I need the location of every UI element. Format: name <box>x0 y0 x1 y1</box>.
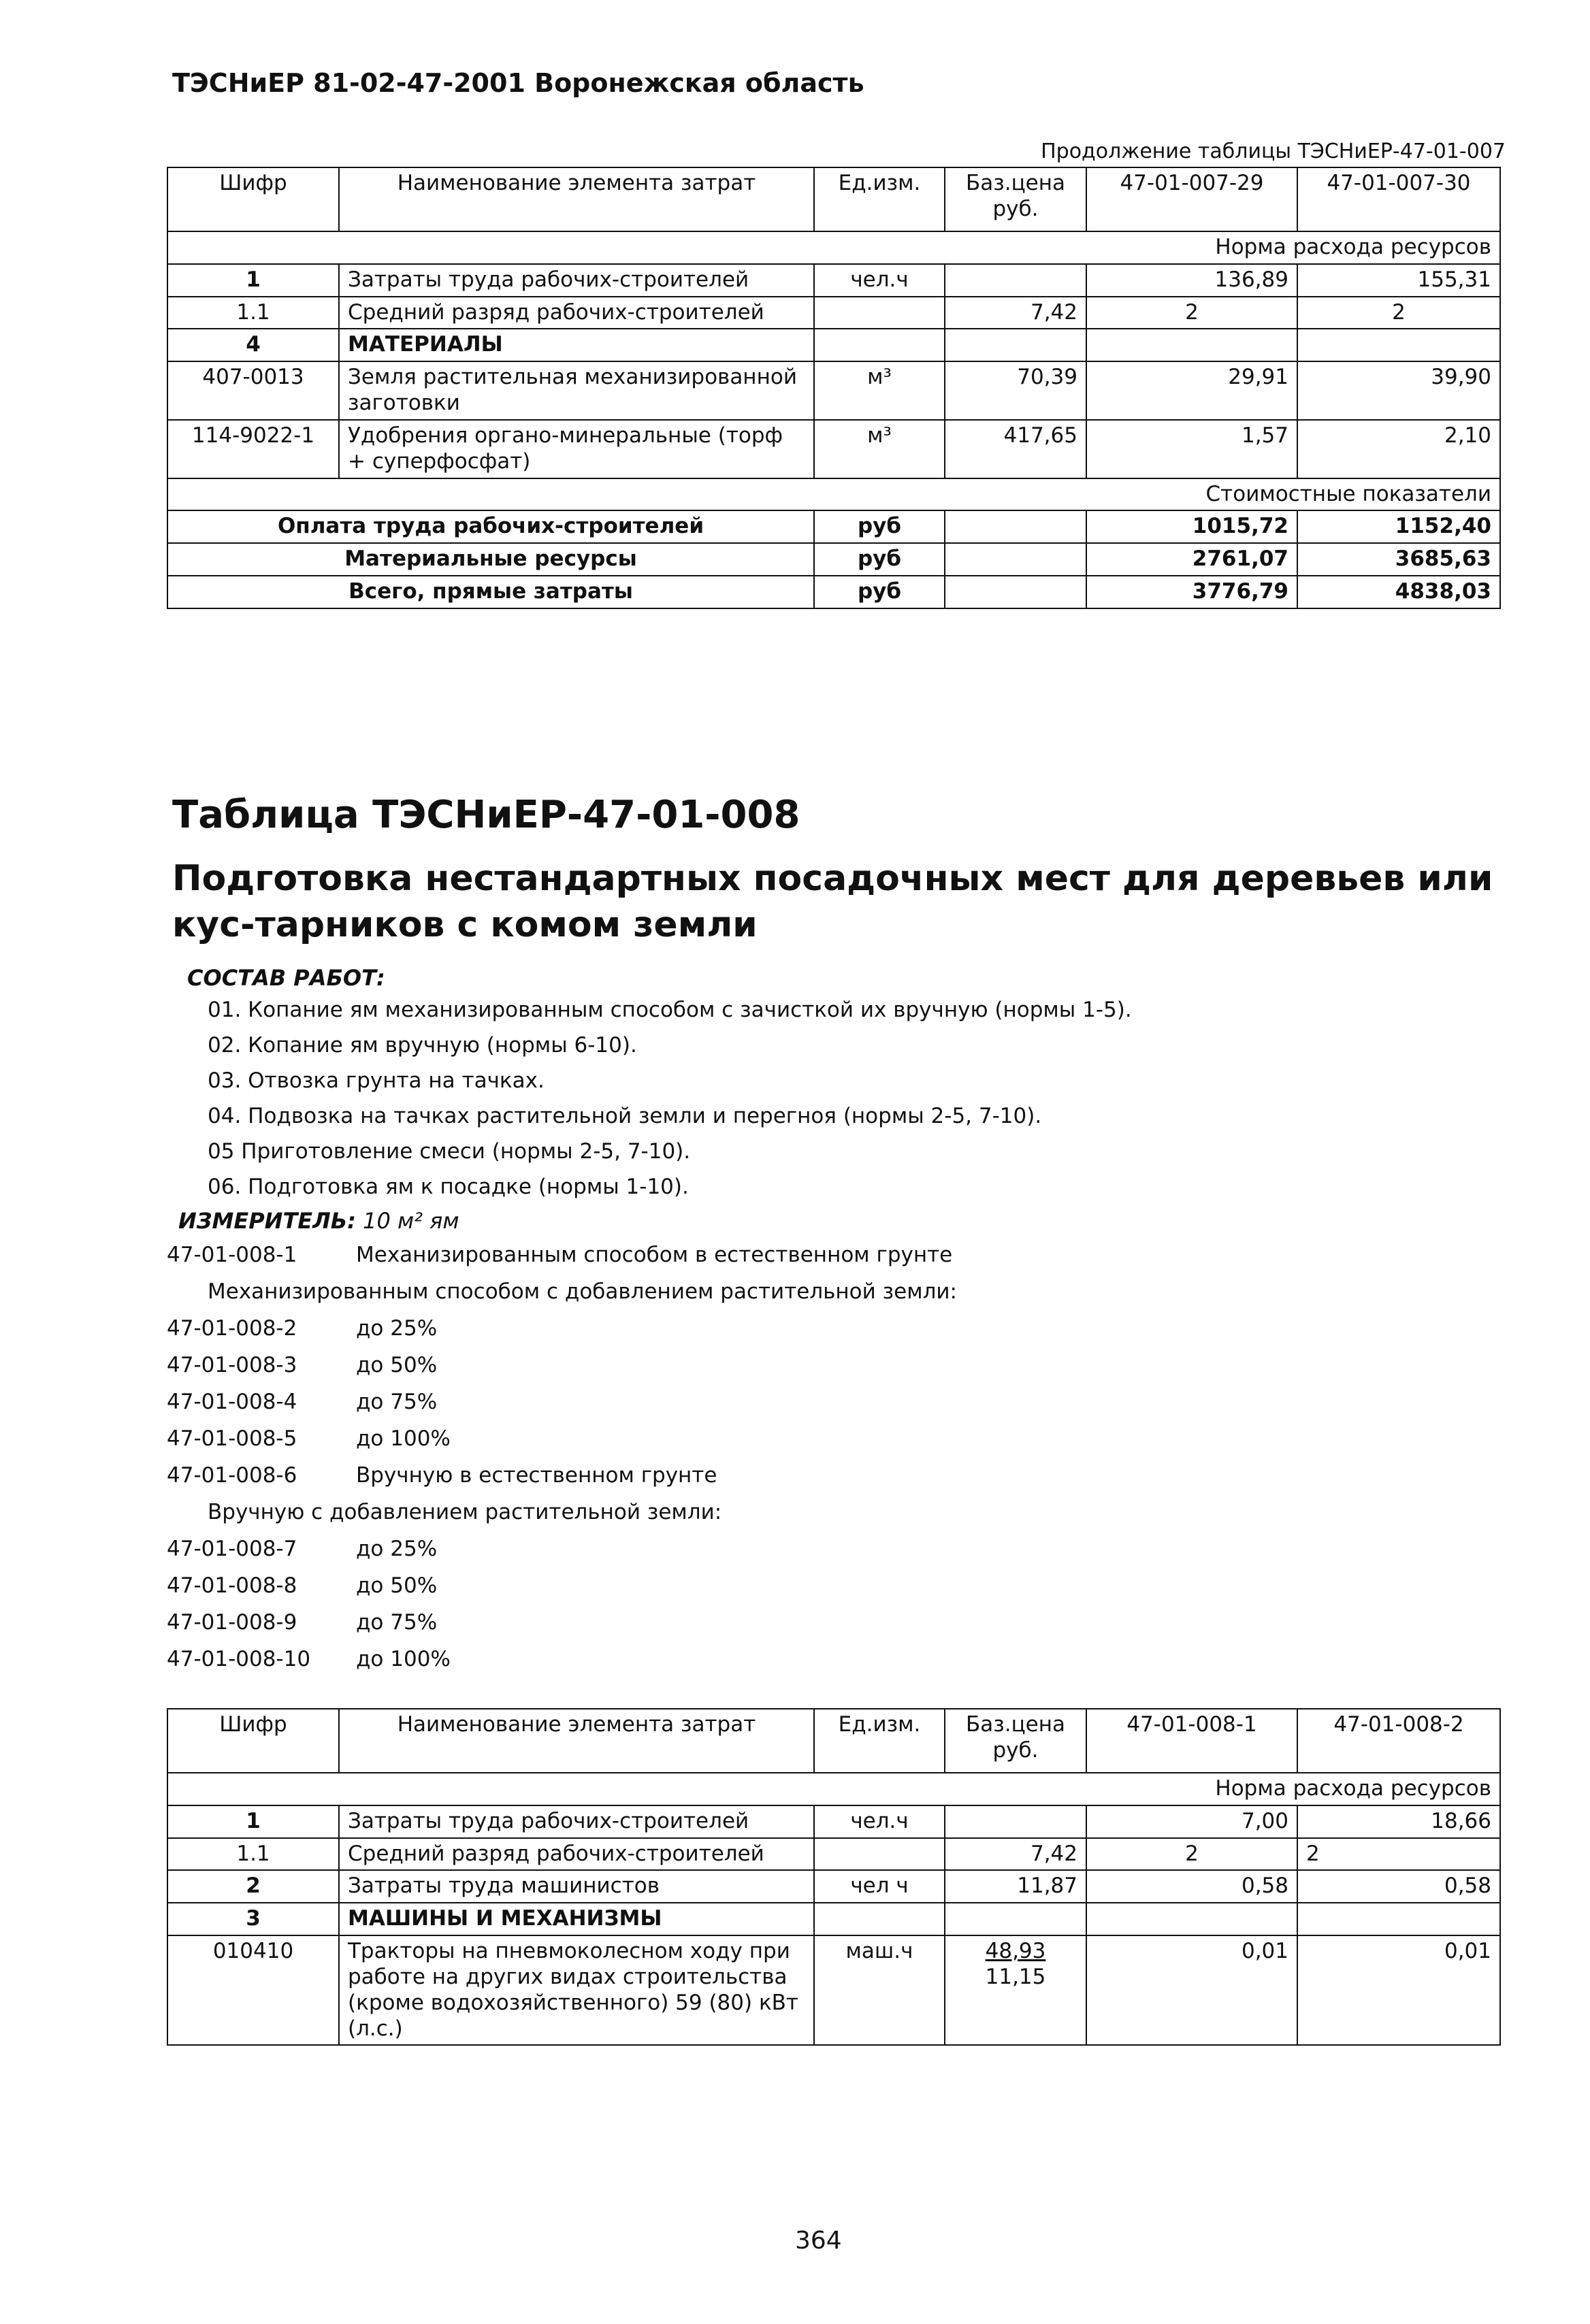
col-header-norm-1: 47-01-008-1 <box>1086 1709 1297 1773</box>
cell-norm-1 <box>1086 1903 1297 1935</box>
cell-norm-2 <box>1297 1903 1500 1935</box>
cell-norm-30: 2 <box>1297 297 1500 329</box>
norm-code: 47-01-008-2 <box>167 1316 297 1341</box>
cell-norm-29 <box>1086 329 1297 361</box>
work-item: 05 Приготовление смеси (нормы 2-5, 7-10). <box>208 1139 691 1164</box>
total-row <box>167 543 1500 576</box>
cell-name: МАШИНЫ И МЕХАНИЗМЫ <box>339 1903 814 1935</box>
norm-code: 47-01-008-4 <box>167 1390 297 1414</box>
cell-code: 2 <box>167 1870 339 1903</box>
price-bottom: 11,15 <box>985 1964 1046 1989</box>
cell-norm-29: 136,89 <box>1086 264 1297 297</box>
page-number: 364 <box>795 2227 842 2255</box>
total-unit: руб <box>814 576 945 608</box>
work-composition-label: СОСТАВ РАБОТ: <box>187 965 385 991</box>
table-row <box>167 329 1500 361</box>
measurement-value: 10 м² ям <box>363 1208 459 1234</box>
cell-unit <box>814 1838 945 1871</box>
cell-name: Затраты труда рабочих-строителей <box>339 1805 814 1838</box>
cell-norm-30: 2,10 <box>1297 420 1500 478</box>
col-header-unit: Ед.изм. <box>814 1709 945 1773</box>
cell-norm-1: 0,01 <box>1086 1935 1297 2045</box>
cell-name: Средний разряд рабочих-строителей <box>339 1838 814 1871</box>
norm-text: Вручную в естественном грунте <box>356 1463 717 1488</box>
cell-price: 11,87 <box>945 1870 1086 1903</box>
total-price-empty <box>945 543 1086 576</box>
cell-price: 417,65 <box>945 420 1086 478</box>
norm-line <box>167 1243 952 1267</box>
norm-text: Механизированным способом с добавлением растительной земли: <box>208 1279 957 1304</box>
cost-label-row <box>167 478 1500 511</box>
cell-norm-2: 18,66 <box>1297 1805 1500 1838</box>
cell-norm-2: 0,58 <box>1297 1870 1500 1903</box>
total-norm-29: 1015,72 <box>1086 510 1297 543</box>
cell-norm-1: 0,58 <box>1086 1870 1297 1903</box>
cell-name: Земля растительная механизированной заготовки <box>339 361 814 420</box>
cell-norm-2: 2 <box>1297 1838 1500 1871</box>
table-continuation-caption: Продолжение таблицы ТЭСНиЕР-47-01-007 <box>1041 140 1506 163</box>
cell-unit: чел.ч <box>814 1805 945 1838</box>
table-header-row <box>167 167 1500 231</box>
cell-code: 1 <box>167 1805 339 1838</box>
cell-code: 407-0013 <box>167 361 339 420</box>
norm-label: Норма расхода ресурсов <box>167 1773 1500 1805</box>
norm-line <box>167 1647 451 1671</box>
resource-table-008 <box>167 1708 1501 2046</box>
table-row <box>167 420 1500 478</box>
norm-text: до 75% <box>356 1610 438 1635</box>
norm-label-row <box>167 1773 1500 1805</box>
cell-price: 70,39 <box>945 361 1086 420</box>
document-header: ТЭСНиЕР 81-02-47-2001 Воронежская область <box>172 68 864 98</box>
cell-unit: чел.ч <box>814 264 945 297</box>
norm-line <box>167 1426 451 1451</box>
cell-unit: маш.ч <box>814 1935 945 2045</box>
cell-norm-1: 7,00 <box>1086 1805 1297 1838</box>
table-row <box>167 1935 1500 2045</box>
norm-line <box>167 1537 437 1561</box>
norm-code: 47-01-008-6 <box>167 1463 297 1488</box>
norm-line <box>167 1316 437 1341</box>
table-row <box>167 361 1500 420</box>
cell-code: 1 <box>167 264 339 297</box>
total-row <box>167 576 1500 608</box>
total-label: Оплата труда рабочих-строителей <box>167 510 814 543</box>
norm-line <box>167 1463 717 1488</box>
table-row <box>167 297 1500 329</box>
norm-line <box>167 1353 437 1377</box>
total-unit: руб <box>814 510 945 543</box>
norm-code: 47-01-008-8 <box>167 1573 297 1598</box>
total-label: Материальные ресурсы <box>167 543 814 576</box>
norm-subheading <box>208 1279 957 1304</box>
col-header-norm-30: 47-01-007-30 <box>1297 167 1500 231</box>
cell-price: 7,42 <box>945 1838 1086 1871</box>
cell-name: Затраты труда машинистов <box>339 1870 814 1903</box>
col-header-name: Наименование элемента затрат <box>339 1709 814 1773</box>
norm-code: 47-01-008-1 <box>167 1243 297 1267</box>
cell-norm-30 <box>1297 329 1500 361</box>
cell-price <box>945 329 1086 361</box>
price-top: 48,93 <box>985 1939 1046 1964</box>
table-header-row <box>167 1709 1500 1773</box>
table-row <box>167 1903 1500 1935</box>
table-title: Таблица ТЭСНиЕР-47-01-008 <box>172 793 800 837</box>
cell-norm-2: 0,01 <box>1297 1935 1500 2045</box>
norm-code: 47-01-008-7 <box>167 1537 297 1561</box>
norm-code: 47-01-008-9 <box>167 1610 297 1635</box>
col-header-norm-2: 47-01-008-2 <box>1297 1709 1500 1773</box>
total-norm-30: 1152,40 <box>1297 510 1500 543</box>
cell-norm-30: 39,90 <box>1297 361 1500 420</box>
norm-text: до 50% <box>356 1573 438 1598</box>
cell-name: Удобрения органо-минеральные (торф + суперфосфат) <box>339 420 814 478</box>
norm-label-row <box>167 231 1500 264</box>
norm-code: 47-01-008-5 <box>167 1426 297 1451</box>
col-header-name: Наименование элемента затрат <box>339 167 814 231</box>
cell-unit: чел ч <box>814 1870 945 1903</box>
cell-norm-30: 155,31 <box>1297 264 1500 297</box>
measurement-unit <box>178 1208 459 1234</box>
total-row <box>167 510 1500 543</box>
norm-text: до 100% <box>356 1426 451 1451</box>
work-item: 04. Подвозка на тачках растительной земли и перегноя (нормы 2-5, 7-10). <box>208 1104 1042 1128</box>
cell-name: Средний разряд рабочих-строителей <box>339 297 814 329</box>
cell-norm-29: 2 <box>1086 297 1297 329</box>
total-label: Всего, прямые затраты <box>167 576 814 608</box>
table-row <box>167 1870 1500 1903</box>
cell-code: 114-9022-1 <box>167 420 339 478</box>
cell-price <box>945 1935 1086 2045</box>
norm-label: Норма расхода ресурсов <box>167 231 1500 264</box>
col-header-norm-29: 47-01-007-29 <box>1086 167 1297 231</box>
cell-unit <box>814 1903 945 1935</box>
cell-norm-29: 29,91 <box>1086 361 1297 420</box>
norm-text: до 25% <box>356 1537 438 1561</box>
norm-text: до 100% <box>356 1647 451 1671</box>
cell-norm-1: 2 <box>1086 1838 1297 1871</box>
cell-price: 7,42 <box>945 297 1086 329</box>
norm-line <box>167 1610 437 1635</box>
work-item: 06. Подготовка ям к посадке (нормы 1-10). <box>208 1175 689 1199</box>
total-norm-29: 3776,79 <box>1086 576 1297 608</box>
cell-name: Затраты труда рабочих-строителей <box>339 264 814 297</box>
norm-code: 47-01-008-3 <box>167 1353 297 1377</box>
col-header-code: Шифр <box>167 167 339 231</box>
norm-line <box>167 1573 437 1598</box>
col-header-price: Баз.цена руб. <box>945 167 1086 231</box>
cell-name: МАТЕРИАЛЫ <box>339 329 814 361</box>
total-norm-30: 3685,63 <box>1297 543 1500 576</box>
total-price-empty <box>945 576 1086 608</box>
total-norm-30: 4838,03 <box>1297 576 1500 608</box>
work-item: 03. Отвозка грунта на тачках. <box>208 1068 545 1093</box>
cell-code: 1.1 <box>167 297 339 329</box>
cell-unit <box>814 297 945 329</box>
cell-price <box>945 264 1086 297</box>
norm-text: до 25% <box>356 1316 438 1341</box>
total-price-empty <box>945 510 1086 543</box>
norm-text: до 50% <box>356 1353 438 1377</box>
resource-table-007 <box>167 167 1501 609</box>
cell-price <box>945 1903 1086 1935</box>
cell-price <box>945 1805 1086 1838</box>
col-header-code: Шифр <box>167 1709 339 1773</box>
norm-line <box>167 1390 437 1414</box>
cell-unit: м³ <box>814 420 945 478</box>
cell-unit: м³ <box>814 361 945 420</box>
cell-code: 3 <box>167 1903 339 1935</box>
total-norm-29: 2761,07 <box>1086 543 1297 576</box>
table-row <box>167 1838 1500 1871</box>
work-item: 01. Копание ям механизированным способом с зачисткой их вручную (нормы 1-5). <box>208 998 1132 1022</box>
cost-label: Стоимостные показатели <box>167 478 1500 511</box>
col-header-price: Баз.цена руб. <box>945 1709 1086 1773</box>
cell-unit <box>814 329 945 361</box>
work-item: 02. Копание ям вручную (нормы 6-10). <box>208 1033 637 1058</box>
table-name: Подготовка нестандартных посадочных мест для деревьев или кус-тарников с комом земли <box>172 858 1493 945</box>
norm-text: Механизированным способом в естественном грунте <box>356 1243 953 1267</box>
cell-code: 1.1 <box>167 1838 339 1871</box>
norm-code: 47-01-008-10 <box>167 1647 311 1671</box>
total-unit: руб <box>814 543 945 576</box>
norm-text: Вручную с добавлением растительной земли: <box>208 1500 722 1524</box>
norm-subheading <box>208 1500 721 1524</box>
col-header-unit: Ед.изм. <box>814 167 945 231</box>
norm-text: до 75% <box>356 1390 438 1414</box>
measurement-label: ИЗМЕРИТЕЛЬ: <box>178 1208 356 1234</box>
cell-code: 010410 <box>167 1935 339 2045</box>
cell-norm-29: 1,57 <box>1086 420 1297 478</box>
cell-code: 4 <box>167 329 339 361</box>
cell-name: Тракторы на пневмоколесном ходу при работе на других видах строительства (кроме водохозяйственного) 59 (80) кВт (л.с.) <box>339 1935 814 2045</box>
table-row <box>167 1805 1500 1838</box>
table-row <box>167 264 1500 297</box>
